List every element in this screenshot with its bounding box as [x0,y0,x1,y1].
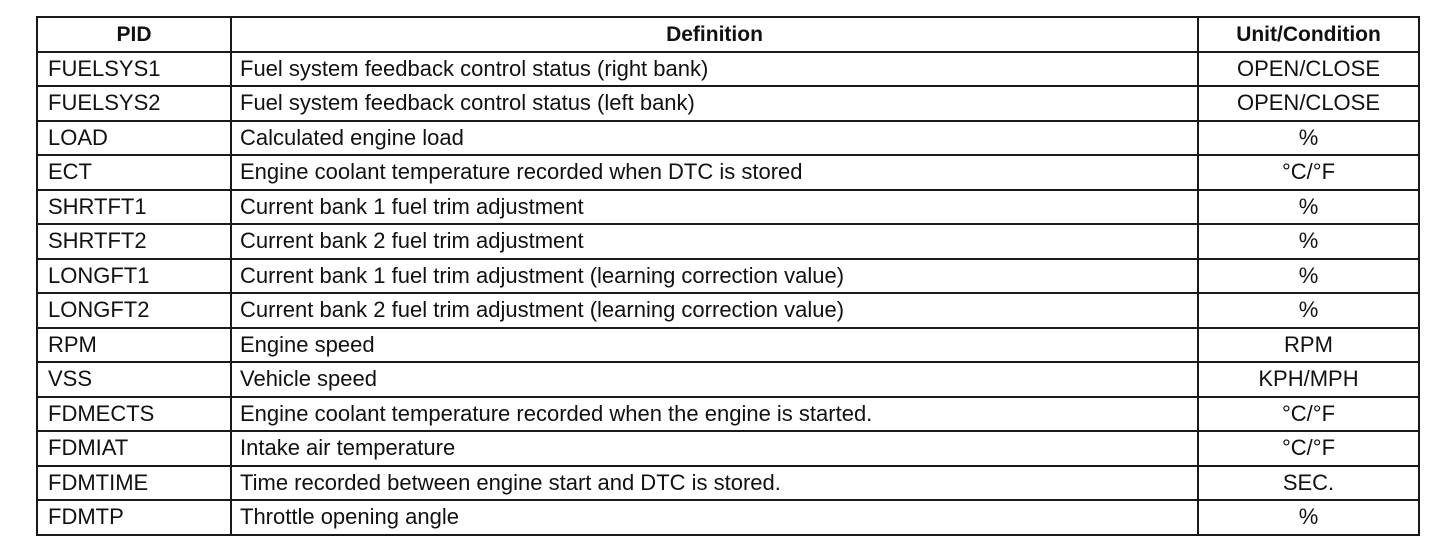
definition-cell: Engine coolant temperature recorded when DTC is stored [231,155,1198,190]
table-row [37,328,1419,363]
unit-cell: % [1198,500,1419,535]
definition-cell: Throttle opening angle [231,500,1198,535]
unit-cell: SEC. [1198,466,1419,501]
definition-cell: Current bank 1 fuel trim adjustment (learning correction value) [231,259,1198,294]
unit-cell: KPH/MPH [1198,362,1419,397]
pid-cell: FUELSYS1 [37,52,231,87]
table-row [37,121,1419,156]
pid-cell: SHRTFT1 [37,190,231,225]
table-row [37,466,1419,501]
table-row [37,259,1419,294]
table-header [37,17,1419,52]
pid-cell: FDMIAT [37,431,231,466]
unit-cell: % [1198,121,1419,156]
unit-cell: °C/°F [1198,397,1419,432]
table-row [37,500,1419,535]
table-row [37,362,1419,397]
table-row [37,293,1419,328]
unit-cell: OPEN/CLOSE [1198,86,1419,121]
pid-cell: FDMECTS [37,397,231,432]
table-row [37,190,1419,225]
header-definition: Definition [231,17,1198,52]
unit-cell: % [1198,293,1419,328]
definition-cell: Current bank 1 fuel trim adjustment [231,190,1198,225]
pid-cell: FDMTP [37,500,231,535]
table-body [37,52,1419,535]
table-row [37,224,1419,259]
pid-cell: VSS [37,362,231,397]
definition-cell: Fuel system feedback control status (right bank) [231,52,1198,87]
definition-cell: Time recorded between engine start and DTC is stored. [231,466,1198,501]
table-row [37,86,1419,121]
unit-cell: °C/°F [1198,155,1419,190]
pid-cell: SHRTFT2 [37,224,231,259]
pid-definition-table [36,16,1420,536]
definition-cell: Current bank 2 fuel trim adjustment (learning correction value) [231,293,1198,328]
definition-cell: Engine speed [231,328,1198,363]
pid-cell: LOAD [37,121,231,156]
header-row [37,17,1419,52]
pid-cell: FDMTIME [37,466,231,501]
table-row [37,155,1419,190]
definition-cell: Calculated engine load [231,121,1198,156]
pid-cell: RPM [37,328,231,363]
unit-cell: % [1198,224,1419,259]
unit-cell: °C/°F [1198,431,1419,466]
table-row [37,397,1419,432]
definition-cell: Current bank 2 fuel trim adjustment [231,224,1198,259]
definition-cell: Fuel system feedback control status (left bank) [231,86,1198,121]
table-row [37,431,1419,466]
unit-cell: OPEN/CLOSE [1198,52,1419,87]
pid-cell: LONGFT1 [37,259,231,294]
pid-cell: ECT [37,155,231,190]
unit-cell: RPM [1198,328,1419,363]
definition-cell: Vehicle speed [231,362,1198,397]
table-row [37,52,1419,87]
definition-cell: Engine coolant temperature recorded when the engine is started. [231,397,1198,432]
unit-cell: % [1198,190,1419,225]
header-pid: PID [37,17,231,52]
definition-cell: Intake air temperature [231,431,1198,466]
unit-cell: % [1198,259,1419,294]
header-unit-condition: Unit/Condition [1198,17,1419,52]
pid-cell: LONGFT2 [37,293,231,328]
pid-cell: FUELSYS2 [37,86,231,121]
